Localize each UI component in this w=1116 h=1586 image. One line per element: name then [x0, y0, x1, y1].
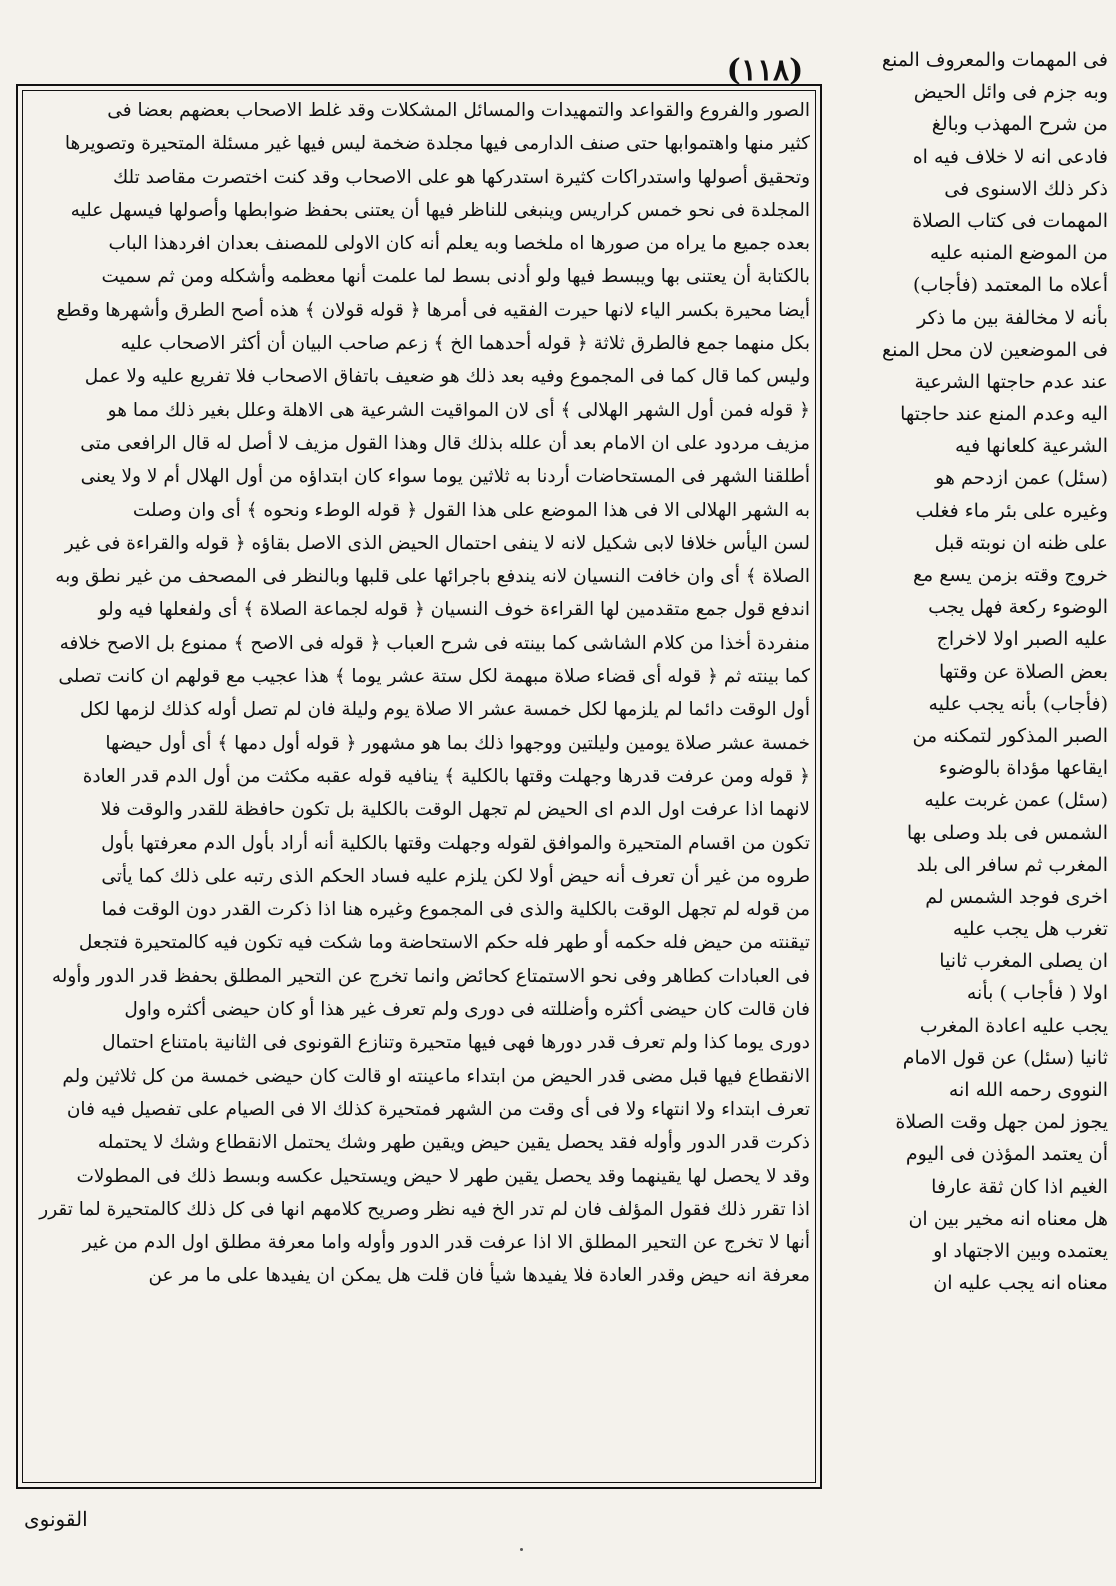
margin-text-line: الغيم اذا كان ثقة عارفا: [931, 1175, 1108, 1198]
margin-text-line: هل معناه انه مخير بين ان: [908, 1207, 1108, 1230]
main-text-line: ﴿ قوله فمن أول الشهر الهلالى ﴾ أى لان المواقيت الشرعية هى الاهلة وعلل بغير ذلك مما هو: [107, 399, 810, 421]
margin-text-line: من شرح المهذب وبالغ: [931, 113, 1108, 136]
margin-text-line: فادعى انه لا خلاف فيه اه: [912, 145, 1108, 168]
margin-text-line: وغيره على بئر ماء فغلب: [915, 499, 1108, 522]
margin-text-line: فى الموضعين لان محل المنع: [882, 338, 1108, 361]
main-text-line: كما بينته ثم ﴿ قوله أى قضاء صلاة مبهمة لكل ستة عشر يوما ﴾ هذا عجيب مع قولهم ان كانت تصلى: [58, 666, 810, 688]
main-text-line: وتحقيق أصولها واستدراكات كثيرة استدركها هو على الاصحاب وقد كنت اختصرت مقاصد تلك: [112, 166, 810, 188]
margin-text-line: (سئل) عمن ازدحم هو: [935, 467, 1108, 490]
main-text-line: تيقنته من حيض فله حكمه أو طهر فله حكم الاستحاضة وما شكت فيه تكون فيه كالمتحيرة فتجعل: [78, 932, 810, 954]
main-text-line: المجلدة فى نحو خمس كراريس وينبغى للناظر فيها أن يعتنى بحفظ ضوابطها وأصولها فيسهل عليه: [70, 199, 810, 221]
main-text-line: منفردة أخذا من كلام الشاشى كما بينته فى شرح العباب ﴿ قوله فى الاصح ﴾ ممنوع بل الاصح خلافه: [59, 632, 810, 654]
margin-text-line: اليه وعدم المنع عند حاجتها: [900, 403, 1108, 426]
paper-speck: [520, 1548, 523, 1551]
margin-commentary-column: [828, 44, 1108, 1574]
margin-text-line: على ظنه ان نوبته قبل: [934, 531, 1108, 554]
main-text-line: الانقطاع فيها قبل مضى قدر الحيض من ابتداء ماعينته او قالت كان حيضى خمسة من كل ثلاثين ولم: [62, 1065, 810, 1087]
margin-text-line: وبه جزم فى وائل الحيض: [913, 81, 1108, 104]
main-text-line: اذا تقرر ذلك فقول المؤلف فان لم تدر الخ فيه نظر وصريح كلامهم انها فى كل ذلك كالمتحيرة لما تقرر: [39, 1198, 810, 1220]
main-text-line: تكون من اقسام المتحيرة والموافق لقوله وجهلت وقتها بالكلية أنه أراد بأول الدم معرفتها بأول: [101, 832, 810, 854]
margin-text-line: ايقاعها مؤداة بالوضوء: [938, 757, 1108, 780]
page-number: (١١٨): [726, 53, 804, 88]
main-text-line: مزيف مردود على ان الامام بعد أن علله بذلك قال وهذا القول مزيف لا أصل له قال الرافعى متى: [80, 432, 810, 454]
margin-text-line: بأنه لا مخالفة بين ما ذكر: [917, 306, 1108, 329]
main-text-line: اندفع قول جمع متقدمين لها القراءة خوف النسيان ﴿ قوله لجماعة الصلاة ﴾ أى ولفعلها فيه ولو: [98, 599, 810, 621]
main-text-line: فى العبادات كطاهر وفى نحو الاستمتاع كحائض وانما تخرج عن التحير المطلق بحفظ قدر الدور وأوله: [51, 965, 810, 987]
margin-text-line: ان يصلى المغرب ثانيا: [939, 950, 1108, 973]
margin-text-line: يعتمده وبين الاجتهاد او: [933, 1239, 1108, 1262]
margin-text-line: معناه انه يجب عليه ان: [933, 1272, 1108, 1295]
margin-text-line: المهمات فى كتاب الصلاة: [912, 209, 1108, 232]
main-text-line: لانهما اذا عرفت اول الدم اى الحيض لم تجهل الوقت بالكلية بل تكون حافظة للقدر والوقت فلا: [100, 799, 810, 821]
main-text-line: أول الوقت دائما لم يلزمها لكل خمسة عشر الا صلاة يوم وليلة فان لم تصل أوله كذلك لزمها لكل: [79, 699, 810, 721]
main-text-line: به الشهر الهلالى الا فى هذا الموضع على هذا القول ﴿ قوله الوطء ونحوه ﴾ أى وان وصلت: [132, 499, 810, 521]
main-text-line: خمسة عشر صلاة يومين وليلتين ووجهوا ذلك بما هو مشهور ﴿ قوله أول دمها ﴾ أى أول حيضها: [105, 732, 810, 754]
main-text-line: دورى يوما كذا ولم تعرف قدر دورها فهى فيها متحيرة وتنازع القونوى فى الثانية بامتناع احتمال: [102, 1032, 810, 1054]
margin-text-line: الشرعية كلعانها فيه: [955, 435, 1108, 458]
margin-text-line: المغرب ثم سافر الى بلد: [916, 853, 1108, 876]
margin-text-line: بعض الصلاة عن وقتها: [938, 660, 1108, 683]
main-text-line: ذكرت قدر الدور وأوله فقد يحصل يقين حيض ويقين طهر وشك يحتمل الانقطاع وشك لا يحتمله: [97, 1132, 810, 1154]
main-text-line: كثير منها واهتموابها حتى صنف الدارمى فيها مجلدة ضخمة ليس فيها غير مسئلة المتحيرة وتصويرها: [64, 133, 810, 155]
main-text-line: أيضا محيرة بكسر الياء لانها حيرت الفقيه فى أمرها ﴿ قوله قولان ﴾ هذه أصح الطرق وأشهرها وقطع: [56, 299, 810, 321]
main-text-line: بكل منهما جمع فالطرق ثلاثة ﴿ قوله أحدهما الخ ﴾ زعم صاحب البيان أن أكثر الاصحاب عليه: [120, 333, 810, 355]
main-text-line: أطلقنا الشهر فى المستحاضات أردنا به ثلاثين يوما سواء كان ابتداؤه من أول الهلال أم لا ولا يعنى: [80, 466, 810, 488]
main-text-line: تعرف ابتداء ولا انتهاء ولا فى أى وقت من الشهر فمتحيرة كذلك الا فى الصيام على تفصيل فيه فان: [66, 1098, 810, 1120]
margin-text-line: اخرى فوجد الشمس لم: [925, 885, 1108, 908]
main-text-line: بالكتابة أن يعتنى بها ويبسط فيها ولو أدنى بسط لما علمت أنها معظمه وأشكله ومن ثم سميت: [101, 266, 810, 288]
margin-text-line: الصبر المذكور لتمكنه من: [912, 724, 1108, 747]
main-text-line: معرفة انه حيض وقدر العادة فلا يفيدها شيأ فان قلت هل يمكن ان يفيدها على ما مر عن: [148, 1265, 810, 1287]
margin-text-line: فى المهمات والمعروف المنع: [881, 49, 1108, 71]
margin-text-line: من الموضع المنبه عليه: [929, 242, 1108, 265]
margin-text-line: اولا ( فأجاب ) بأنه: [966, 982, 1108, 1005]
margin-text-line: عليه الصبر اولا لاخراج: [936, 628, 1108, 651]
main-text-line: ﴿ قوله ومن عرفت قدرها وجهلت وقتها بالكلية ﴾ ينافيه قوله عقبه مكثت من أول الدم قدر العادة: [82, 765, 810, 787]
margin-text-line: يجب عليه اعادة المغرب: [919, 1014, 1108, 1037]
main-text-line: وقد لا يحصل لها يقينهما وقد يحصل يقين طهر لا حيض ويستحيل عكسه وبسط ذلك فى المطولات: [76, 1165, 810, 1187]
margin-text-line: الشمس فى بلد وصلى بها: [906, 821, 1108, 844]
main-text-line: من قوله لم تجهل الوقت بالكلية والذى فى المجموع وغيره هنا اذا ذكرت القدر دون الوقت فما: [101, 899, 810, 921]
margin-text-line: عند عدم حاجتها الشرعية: [914, 370, 1108, 393]
main-text-line: الصور والفروع والقواعد والتمهيدات والمسائل المشكلات وقد غلط الاصحاب بعضهم بعضا فى: [107, 100, 810, 121]
margin-text-line: ثانيا (سئل) عن قول الامام: [902, 1046, 1108, 1069]
margin-text-line: الوضوء ركعة فهل يجب: [928, 596, 1108, 619]
main-text-line: أنها لا تخرج عن التحير المطلق الا اذا عرفت قدر الدور وأوله واما معرفة مطلق اول الدم من غير: [82, 1232, 810, 1254]
main-text-line: لسن اليأس خلافا لابى شكيل لانه لا ينفى احتمال الحيض الذى الاصل بقاؤه ﴿ قوله والقراءة فى غير: [64, 532, 810, 554]
margin-text-line: خروج وقته بزمن يسع مع: [912, 564, 1108, 586]
main-text-line: وليس كما قال كما فى المجموع وفيه بعد ذلك هو ضعيف باتفاق الاصحاب فلا تفريع عليه ولا عمل: [84, 366, 810, 388]
margin-text-line: النووى رحمه الله انه: [948, 1079, 1108, 1101]
main-text-line: الصلاة ﴾ أى وان خافت النسيان لانه يندفع باجرائها على قلبها وبالنظر فى المصحف من غير نطق وبه: [55, 566, 810, 588]
margin-text-line: (فأجاب) بأنه يجب عليه: [928, 692, 1108, 715]
main-text-line: طروه من غير أن تعرف أنه حيض أولا لكن يلزم عليه فساد الحكم الذى رتبه على ذلك كما يأتى: [101, 865, 810, 887]
catchword: القونوى: [24, 1507, 88, 1531]
margin-text-line: تغرب هل يجب عليه: [952, 918, 1108, 941]
main-text-block: [30, 94, 810, 1478]
margin-text-line: ذكر ذلك الاسنوى فى: [944, 177, 1108, 200]
margin-text-line: أن يعتمد المؤذن فى اليوم: [905, 1143, 1108, 1166]
main-text-line: بعده جميع ما يراه من صورها اه ملخصا وبه يعلم أنه كان الاولى للمصنف بعدان افردهذا الباب: [108, 233, 810, 255]
margin-text-line: (سئل) عمن غربت عليه: [924, 789, 1108, 812]
margin-text-line: أعلاه ما المعتمد (فأجاب): [912, 274, 1108, 297]
main-text-line: فان قالت كان حيضى أكثره وأضللته فى دورى ولم تعرف غير هذا أو كان حيضى أكثره واول: [124, 999, 810, 1021]
margin-text-line: يجوز لمن جهل وقت الصلاة: [895, 1111, 1108, 1134]
